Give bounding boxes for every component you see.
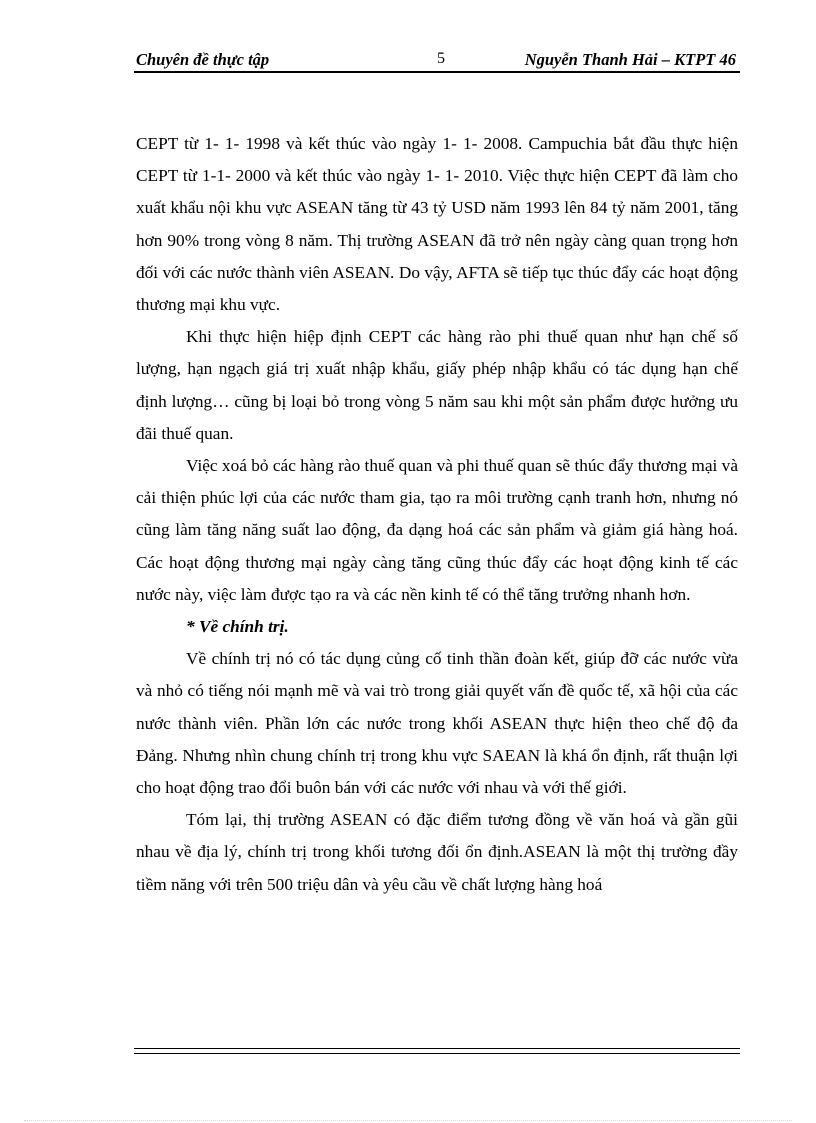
paragraph-non-tariff-barriers: Khi thực hiện hiệp định CEPT các hàng rào phi thuế quan như hạn chế số lượng, hạn ngạch giá trị xuất nhập khẩu, giấy phép nhập khẩu có tác dụng hạn chế định lượng… cũng bị loại bỏ trong vòng 5 năm sau khi một sản phẩm được hưởng ưu đãi thuế quan.: [136, 327, 738, 443]
footer-rule: [134, 1048, 740, 1054]
paragraph-politics: Về chính trị nó có tác dụng củng cố tinh thần đoàn kết, giúp đỡ các nước vừa và nhỏ có tiếng nói mạnh mẽ và vai trò trong giải quyết vấn đề quốc tế, xã hội của các nước thành viên. Phần lớn các nước trong khối ASEAN thực hiện theo chế độ đa Đảng. Nhưng nhìn chung chính trị trong khu vực SAEAN là khá ổn định, rất thuận lợi cho hoạt động trao đổi buôn bán với các nước với nhau và với thế giới.: [136, 649, 738, 798]
header-author: Nguyễn Thanh Hải – KTPT 46: [524, 50, 736, 69]
paragraph-trade-benefits: Việc xoá bỏ các hàng rào thuế quan và phi thuế quan sẽ thúc đẩy thương mại và cải thiện phúc lợi của các nước tham gia, tạo ra môi trường cạnh tranh hơn, nhưng nó cũng làm tăng năng suất lao động, đa dạng hoá các sản phẩm và giảm giá hàng hoá. Các hoạt động thương mại ngày càng tăng cũng thúc đẩy các hoạt động kinh tế các nước này, việc làm được tạo ra và các nền kinh tế có thể tăng trưởng nhanh hơn.: [136, 456, 738, 604]
page-header: [134, 48, 740, 72]
paragraph-summary: Tóm lại, thị trường ASEAN có đặc điểm tương đồng về văn hoá và gần gũi nhau về địa lý, chính trị trong khối tương đối ổn định.ASEAN là một thị trường đầy tiềm năng với trên 500 triệu dân và yêu cầu về chất lượng hàng hoá: [136, 810, 738, 894]
paragraph-cept-exports: CEPT từ 1- 1- 1998 và kết thúc vào ngày 1- 1- 2008. Campuchia bắt đầu thực hiện CEPT từ 1-1- 2000 và kết thúc vào ngày 1- 1- 2010. Việc thực hiện CEPT đã làm cho xuất khẩu nội khu vực ASEAN tăng từ 43 tỷ USD năm 1993 lên 84 tỷ năm 2001, tăng hơn 90% trong vòng 8 năm. Thị trường ASEAN đã trở nên ngày càng quan trọng hơn đối với các nước thành viên ASEAN. Do vậy, AFTA sẽ tiếp tục thúc đẩy các hoạt động thương mại khu vực.: [136, 134, 738, 315]
page-bottom-border: [24, 1120, 792, 1121]
header-title: Chuyên đề thực tập: [136, 50, 270, 69]
header-rule: [134, 71, 740, 73]
header-page-number: 5: [437, 50, 445, 67]
section-heading-politics: * Về chính trị.: [186, 617, 289, 637]
document-body: [136, 128, 738, 901]
